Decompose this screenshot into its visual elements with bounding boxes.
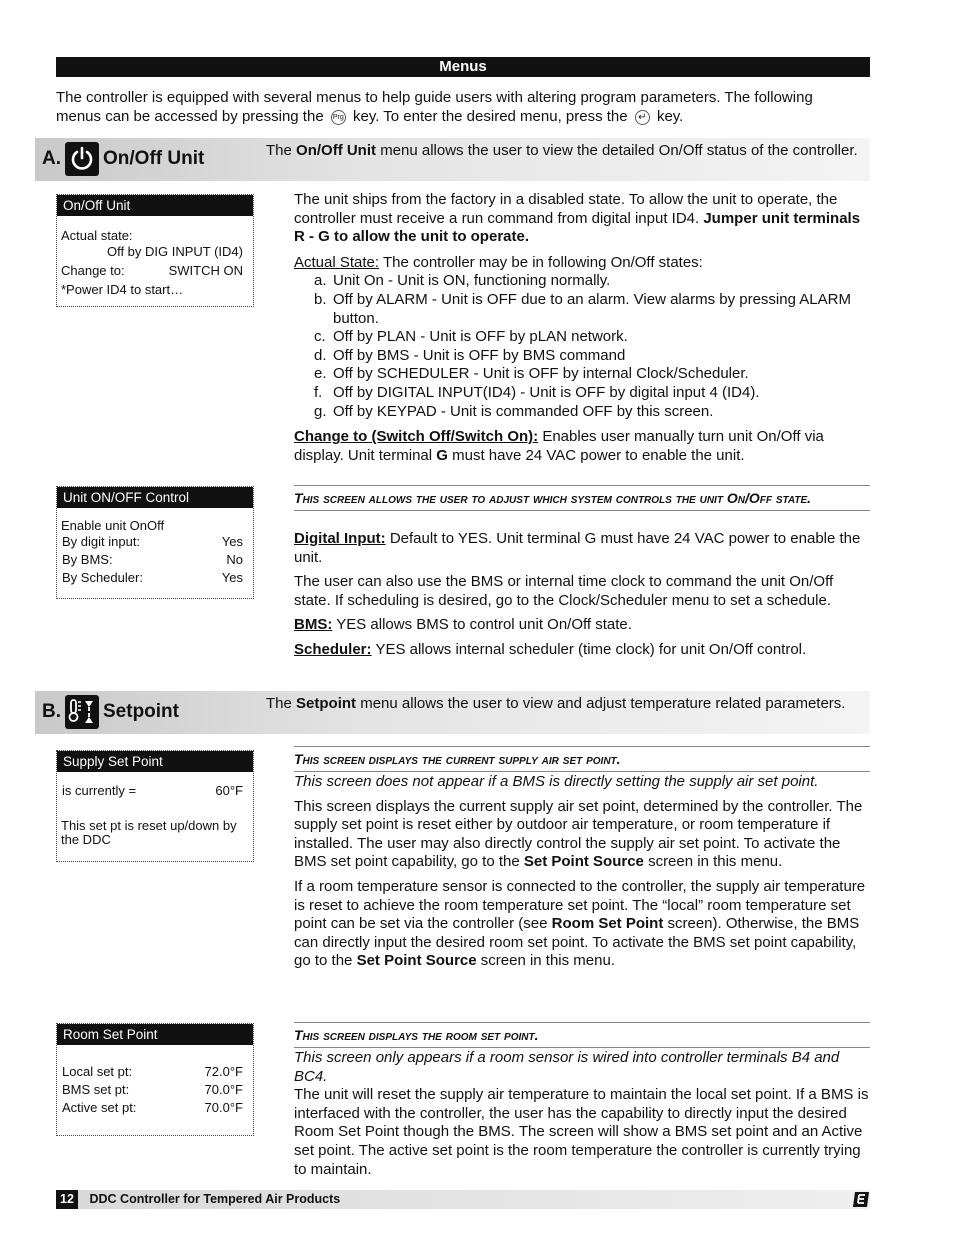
supply-caption: This screen displays the current supply air set point. xyxy=(294,751,621,767)
state-text: Off by SCHEDULER - Unit is OFF by internal Clock/Scheduler. xyxy=(333,365,749,383)
row-label: Active set pt: xyxy=(62,1100,137,1115)
text-2: screen). Otherwise, the BMS can directly input the desired room set point. To activate the BMS set point capability, go to the xyxy=(294,915,860,970)
room-body xyxy=(294,1049,870,1185)
enable-title: Enable unit OnOff xyxy=(61,518,165,533)
para-bold: Jumper unit terminals R - G to allow the unit to operate. xyxy=(294,209,861,246)
state-item xyxy=(314,403,870,422)
state-letter: g. xyxy=(314,402,327,420)
desc-bold: Setpoint xyxy=(296,695,357,712)
footer-title: DDC Controller for Tempered Air Products xyxy=(89,1192,341,1206)
state-letter: c. xyxy=(314,328,326,346)
state-item xyxy=(314,347,870,366)
bold-text: Room Set Point xyxy=(551,915,664,933)
supply-note: This set pt is reset up/down by the DDC xyxy=(61,818,237,847)
state-letter: d. xyxy=(314,346,327,364)
room-row xyxy=(57,1063,253,1081)
enter-key-icon: ↵ xyxy=(635,110,650,125)
screen2-caption-block xyxy=(294,485,870,511)
state-item xyxy=(314,365,870,384)
control-rows xyxy=(57,533,253,587)
supply-italic-note: This screen does not appear if a BMS is directly setting the supply air set point. xyxy=(294,773,819,790)
section-a-body xyxy=(294,191,870,471)
desc-text-2: menu allows the user to view the detailed On/Off status of the controller. xyxy=(380,142,858,159)
divider xyxy=(294,510,870,511)
digital-text: Default to YES. Unit terminal G must have 24 VAC power to enable the unit. xyxy=(294,530,861,566)
row-value: 72.0°F xyxy=(204,1064,243,1079)
intro-text-1: The controller is equipped with several menus to help guide users with altering program parameters. The following menus can be accessed by pressing the xyxy=(56,89,813,125)
section-b-title: Setpoint xyxy=(103,701,179,722)
room-rows xyxy=(57,1045,253,1117)
control-row xyxy=(57,569,253,587)
state-letter: a. xyxy=(314,272,327,290)
row-label: By Scheduler: xyxy=(62,570,143,585)
unit-onoff-control-screen xyxy=(56,486,254,599)
room-caption: This screen displays the room set point. xyxy=(294,1027,539,1043)
row-label: Local set pt: xyxy=(62,1064,133,1079)
control-row xyxy=(57,551,253,569)
actual-state-intro xyxy=(294,254,870,273)
state-item xyxy=(314,291,870,328)
state-item xyxy=(314,272,870,291)
states-list xyxy=(294,272,870,421)
desc-text: The xyxy=(266,695,292,712)
change-text-2: must have 24 VAC power to enable the unit. xyxy=(452,446,745,464)
state-text: Off by PLAN - Unit is OFF by pLAN network. xyxy=(333,328,628,346)
para-text: The unit ships from the factory in a disabled state. To allow the unit to operate, the controller must receive a run command from digital input ID4. xyxy=(294,191,838,227)
section-a-title: On/Off Unit xyxy=(103,148,205,169)
bms-paragraph: The user can also use the BMS or internal time clock to command the unit On/Off state. If scheduling is desired, go to the Clock/Scheduler menu to set a schedule. xyxy=(294,573,834,609)
room-row xyxy=(57,1099,253,1117)
actual-state-text: The controller may be in following On/Off states: xyxy=(382,253,703,271)
scheduler-heading: Scheduler: xyxy=(294,640,372,658)
state-item xyxy=(314,384,870,403)
screen-header: Room Set Point xyxy=(57,1024,253,1045)
intro-text-3: key. xyxy=(656,108,684,125)
bms-heading: BMS: xyxy=(294,616,333,634)
actual-state-heading: Actual State: xyxy=(294,253,380,271)
row-label: BMS set pt: xyxy=(62,1082,130,1097)
bms-text: YES allows BMS to control unit On/Off state. xyxy=(336,616,632,634)
bold-text: Set Point Source xyxy=(523,853,644,871)
section-b-description xyxy=(266,694,861,713)
page-title: Menus xyxy=(56,57,870,77)
screen-header: Unit ON/OFF Control xyxy=(57,487,253,508)
screen2-body xyxy=(294,530,870,666)
section-b-title-group xyxy=(42,695,179,729)
scheduler-text: YES allows internal scheduler (time clock) for unit On/Off control. xyxy=(375,640,807,658)
supply-label: is currently = xyxy=(62,783,137,798)
power-note: *Power ID4 to start… xyxy=(61,282,184,297)
section-a-title-group xyxy=(42,142,204,176)
thermometer-setpoint-icon xyxy=(65,695,99,729)
supply-paragraph-1 xyxy=(294,798,870,872)
change-to-label: Change to: xyxy=(61,263,125,278)
screen-header: Supply Set Point xyxy=(57,751,253,772)
row-value: Yes xyxy=(221,570,243,585)
intro-text-2: key. To enter the desired menu, press the xyxy=(353,108,628,125)
room-caption-block xyxy=(294,1022,870,1048)
intro-paragraph xyxy=(56,88,856,126)
state-text: Unit On - Unit is ON, functioning normally. xyxy=(333,272,611,290)
state-text: Off by ALARM - Unit is OFF due to an alarm. View alarms by pressing ALARM button. xyxy=(333,290,851,327)
page-footer xyxy=(56,1190,870,1209)
digital-heading: Digital Input: xyxy=(294,530,386,547)
supply-paragraph-2 xyxy=(294,878,870,971)
state-text: Off by KEYPAD - Unit is commanded OFF by this screen. xyxy=(333,402,714,420)
screen2-caption: This screen allows the user to adjust which system controls the unit On/Off state. xyxy=(294,490,812,506)
state-letter: f. xyxy=(314,383,323,401)
prg-key-icon: Prg xyxy=(331,110,346,125)
row-value: 70.0°F xyxy=(204,1082,243,1097)
actual-state-value: Off by DIG INPUT (ID4) xyxy=(106,244,243,259)
brand-logo-icon xyxy=(852,1191,870,1213)
section-b-letter: B. xyxy=(42,701,61,722)
supply-value: 60°F xyxy=(215,783,243,798)
text: This screen displays the current supply air set point, determined by the controller. The supply set point is reset either by outdoor air temperature, or room temperature if installed. The user may also directly control the supply air set point. To activate the BMS set point capability, go to the xyxy=(294,797,863,871)
supply-body xyxy=(294,773,870,977)
row-label: By BMS: xyxy=(62,552,113,567)
change-heading: Change to (Switch Off/Switch On): xyxy=(294,428,539,446)
supply-set-point-screen xyxy=(56,750,254,862)
section-a-description xyxy=(266,141,861,160)
onoff-unit-screen xyxy=(56,194,254,307)
room-row xyxy=(57,1081,253,1099)
actual-state-label: Actual state: xyxy=(61,228,133,243)
page-number: 12 xyxy=(56,1190,78,1209)
state-text: Off by BMS - Unit is OFF by BMS command xyxy=(333,346,626,364)
desc-bold: On/Off Unit xyxy=(296,142,377,159)
row-value: Yes xyxy=(221,534,243,549)
change-to-value: SWITCH ON xyxy=(168,263,243,278)
control-row xyxy=(57,533,253,551)
section-a-letter: A. xyxy=(42,148,61,169)
state-letter: e. xyxy=(314,365,327,383)
state-text: Off by DIGITAL INPUT(ID4) - Unit is OFF by digital input 4 (ID4). xyxy=(333,383,760,401)
change-bold: G xyxy=(436,446,448,464)
divider xyxy=(294,1047,870,1048)
room-set-point-screen xyxy=(56,1023,254,1136)
row-value: No xyxy=(226,552,243,567)
power-icon xyxy=(65,142,99,176)
row-value: 70.0°F xyxy=(204,1100,243,1115)
factory-paragraph xyxy=(294,191,870,247)
change-paragraph xyxy=(294,428,870,465)
desc-text-2: menu allows the user to view and adjust temperature related parameters. xyxy=(360,695,846,712)
supply-caption-block xyxy=(294,746,870,772)
text-3: screen in this menu. xyxy=(480,952,615,970)
screen-header: On/Off Unit xyxy=(57,195,253,216)
state-item xyxy=(314,328,870,347)
text: If a room temperature sensor is connected to the controller, the supply air temperature is reset to achieve the room temperature set point. The “local” room temperature set point can be set via the controller (see xyxy=(294,877,866,933)
text-2: screen in this menu. xyxy=(648,853,783,871)
change-text: Enables user manually turn unit On/Off via display. Unit terminal xyxy=(294,428,824,464)
row-label: By digit input: xyxy=(62,534,141,549)
room-italic-note: This screen only appears if a room sensor is wired into controller terminals B4 and BC4. xyxy=(294,1049,840,1085)
desc-text: The xyxy=(266,142,292,159)
room-paragraph: The unit will reset the supply air temperature to maintain the local set point. If a BMS is interfaced with the controller, the user has the capability to directly input the desired Room Set Point though the BMS. The screen will show a BMS set point and an Active set point. The active set point is the room temperature the controller is currently trying to maintain. xyxy=(294,1086,869,1178)
divider xyxy=(294,771,870,772)
state-letter: b. xyxy=(314,290,327,308)
bold-text-2: Set Point Source xyxy=(356,952,477,970)
